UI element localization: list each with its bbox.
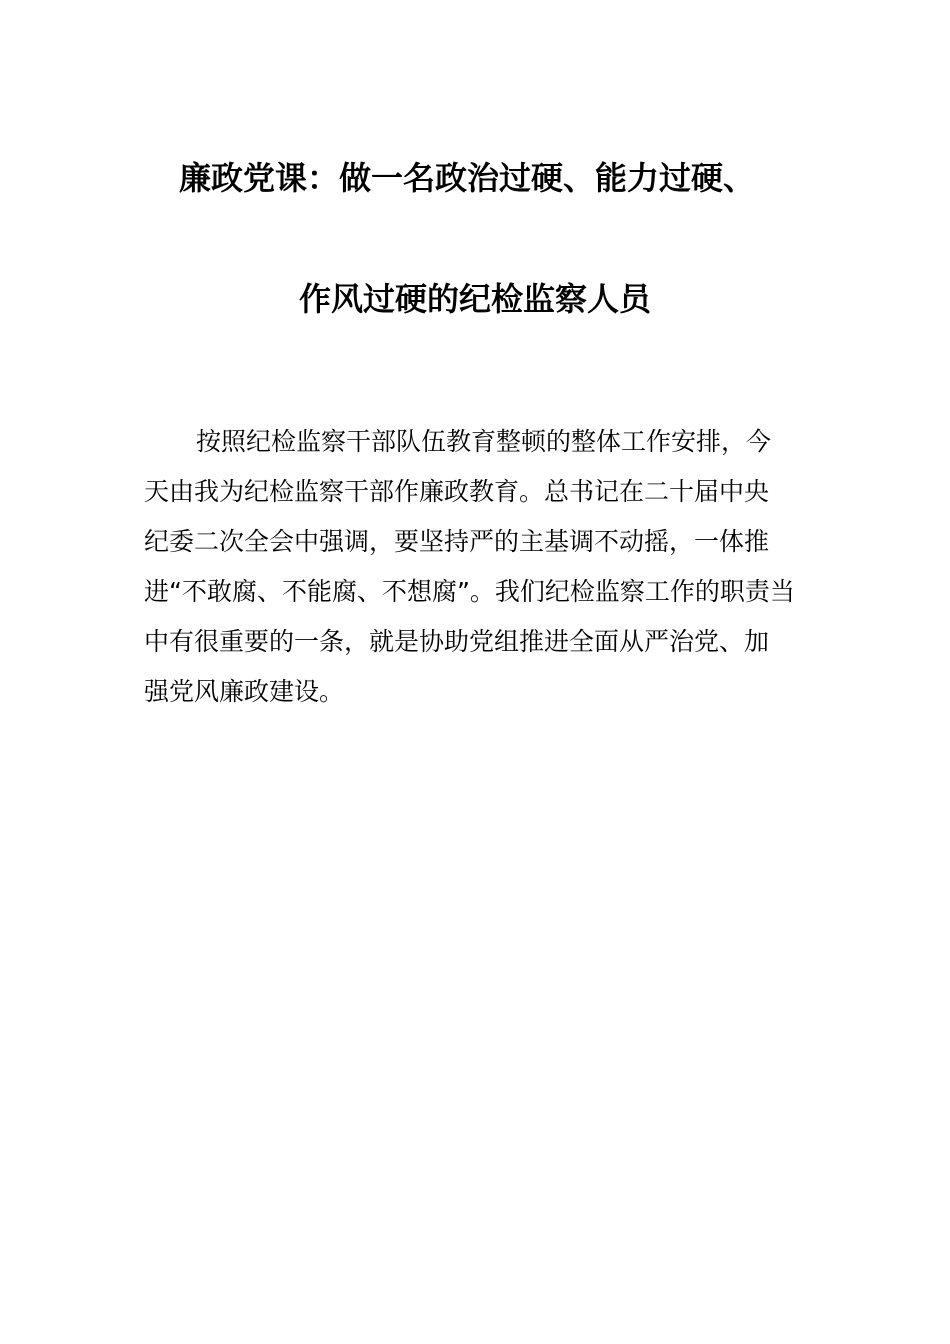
document-title-line-1: 廉政党课：做一名政治过硬、能力过硬、 bbox=[178, 159, 755, 197]
paragraph-line-2: 天由我为纪检监察干部作廉政教育。总书记在二十届中央 bbox=[144, 477, 770, 506]
paragraph-line-5: 中有很重要的一条，就是协助党组推进全面从严治党、加 bbox=[144, 627, 770, 656]
paragraph-line-3: 纪委二次全会中强调，要坚持严的主基调不动摇，一体推 bbox=[144, 527, 770, 556]
paragraph-line-4: 进“不敢腐、不能腐、不想腐”。我们纪检监察工作的职责当 bbox=[144, 577, 795, 606]
body-paragraph bbox=[144, 417, 808, 717]
paragraph-line-6: 强党风廉政建设。 bbox=[144, 677, 345, 706]
paragraph-line-1: 按照纪检监察干部队伍教育整顿的整体工作安排，今 bbox=[196, 427, 772, 456]
document-title-line-2: 作风过硬的纪检监察人员 bbox=[298, 280, 651, 318]
